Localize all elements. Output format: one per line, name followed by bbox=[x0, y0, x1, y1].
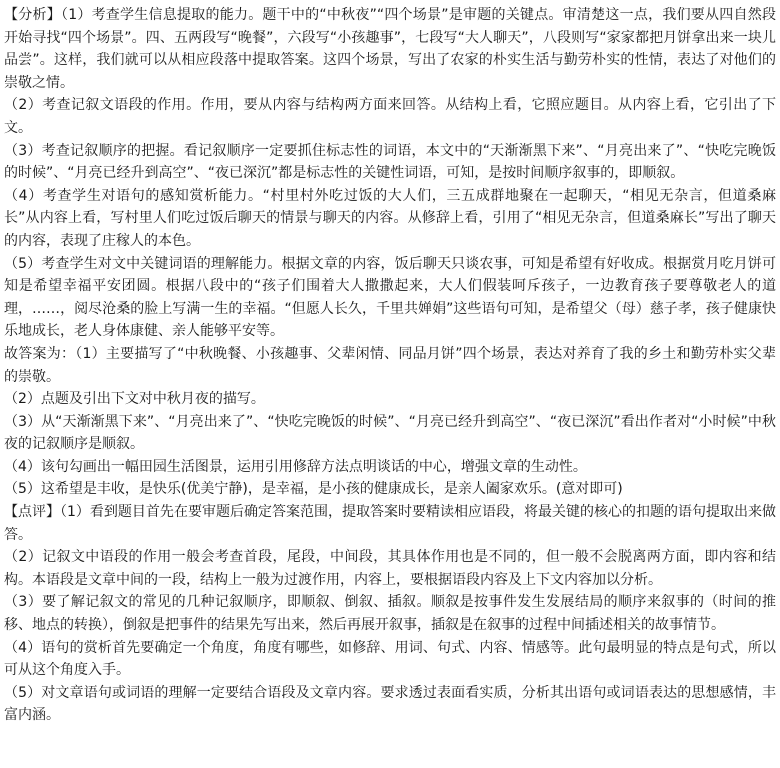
answer-paragraph-4: （4）该句勾画出一幅田园生活图景，运用引用修辞方法点明谈话的中心，增强文章的生动性。 bbox=[4, 458, 587, 475]
analysis-paragraph-4: （4）考查学生对语句的感知赏析能力。“村里村外吃过饭的大人们，三五成群地聚在一起聊天，“相见无杂言，但道桑麻长”从内容上看，写村里人们吃过饭后聊天的情景与聊天的内容。从修辞上看，引用了“相见无杂言，但道桑麻长”写出了聊天的内容，表现了庄稼人的本色。 bbox=[4, 187, 776, 249]
analysis-paragraph-5: （5）考查学生对文中关键词语的理解能力。根据文章的内容，饭后聊天只谈农事，可知是希望有好收成。根据赏月吃月饼可知是希望幸福平安团圆。根据八段中的“孩子们围着大人撒撒起来，大人们假装呵斥孩子，一边教育孩子要尊敬老人的道理，……，阅尽沧桑的脸上写满一生的幸福。“但愿人长久，千里共婵娟”这些语句可知，是希望父（母）慈子孝，孩子健康快乐地成长，老人身体康健、亲人能够平安等。 bbox=[4, 255, 776, 340]
comment-paragraph-5: （5）对文章语句或词语的理解一定要结合语段及文章内容。要求透过表面看实质，分析其出语句或词语表达的思想感情，丰富内涵。 bbox=[4, 684, 776, 724]
analysis-paragraph-2: （2）考查记叙文语段的作用。作用，要从内容与结构两方面来回答。从结构上看，它照应题目。从内容上看，它引出了下文。 bbox=[4, 97, 776, 136]
comment-paragraph-4: （4）语句的赏析首先要确定一个角度，角度有哪些，如修辞、用词、句式、内容、情感等。此句最明显的特点是句式，所以可从这个角度入手。 bbox=[4, 639, 776, 679]
analysis-tag: 【分析】 bbox=[4, 7, 61, 23]
answer-paragraph-2: （2）点题及引出下文对中秋月夜的描写。 bbox=[4, 391, 265, 408]
comment-paragraph-2: （2）记叙文中语段的作用一般会考查首段，尾段，中间段，其具体作用也是不同的，但一般不会脱离两方面，即内容和结构。本语段是文章中间的一段，结构上一般为过渡作用，内容上，要根据语段内容及上下文内容加以分析。 bbox=[4, 549, 776, 588]
analysis-paragraph-3: （3）考查记叙顺序的把握。看记叙顺序一定要抓住标志性的词语，本文中的“天渐渐黑下来”、“月亮出来了”、“快吃完晚饭的时候”、“月亮已经升到高空”、“夜已深沉”都是标志性的关键性词语，可知，是按时间顺序叙事的，即顺叙。 bbox=[4, 142, 776, 182]
answer-paragraph-3: （3）从“天渐渐黑下来”、“月亮出来了”、“快吃完晚饭的时候”、“月亮已经升到高空”、“夜已深沉”看出作者对“小时候”中秋夜的记叙顺序是顺叙。 bbox=[4, 413, 776, 453]
answer-paragraph-5: （5）这希望是丰收，是快乐(优美宁静)，是幸福，是小孩的健康成长，是亲人阖家欢乐。(意对即可) bbox=[4, 481, 623, 498]
comment-paragraph-1 bbox=[4, 501, 776, 546]
answer-paragraph-1: 故答案为：（1）主要描写了“中秋晚餐、小孩趣事、父辈闲情、同品月饼”四个场景，表达对养育了我的乡土和勤劳朴实父辈的崇敬。 bbox=[4, 345, 776, 385]
comment-paragraph-3: （3）要了解记叙文的常见的几种记叙顺序，即顺叙、倒叙、插叙。顺叙是按事件发生发展结局的顺序来叙事的（时间的推移、地点的转换），倒叙是把事件的结果先写出来，然后再展开叙事，插叙是在叙事的过程中间插述相关的故事情节。 bbox=[4, 594, 776, 634]
analysis-paragraph-1 bbox=[4, 4, 776, 94]
analysis-text-1: （1）考查学生信息提取的能力。题干中的“中秋夜”“四个场景”是审题的关键点。审清楚这一点，我们要从四自然段开始寻找“四个场景”。四、五两段写“晚餐”，六段写“小孩趣事”，七段写“大人聊天”，八段则写“家家都把月饼拿出来一块儿品尝”。这样，我们就可以从相应段落中提取答案。这四个场景，写出了农家的朴实生活与勤劳朴实的性情，表达了对他们的崇敬之情。 bbox=[4, 7, 776, 91]
comment-tag: 【点评】 bbox=[4, 504, 61, 521]
comment-text-1: （1）看到题目首先在要审题后确定答案范围，提取答案时要精读相应语段，将最关键的核心的扣题的语句提取出来做答。 bbox=[4, 504, 777, 543]
